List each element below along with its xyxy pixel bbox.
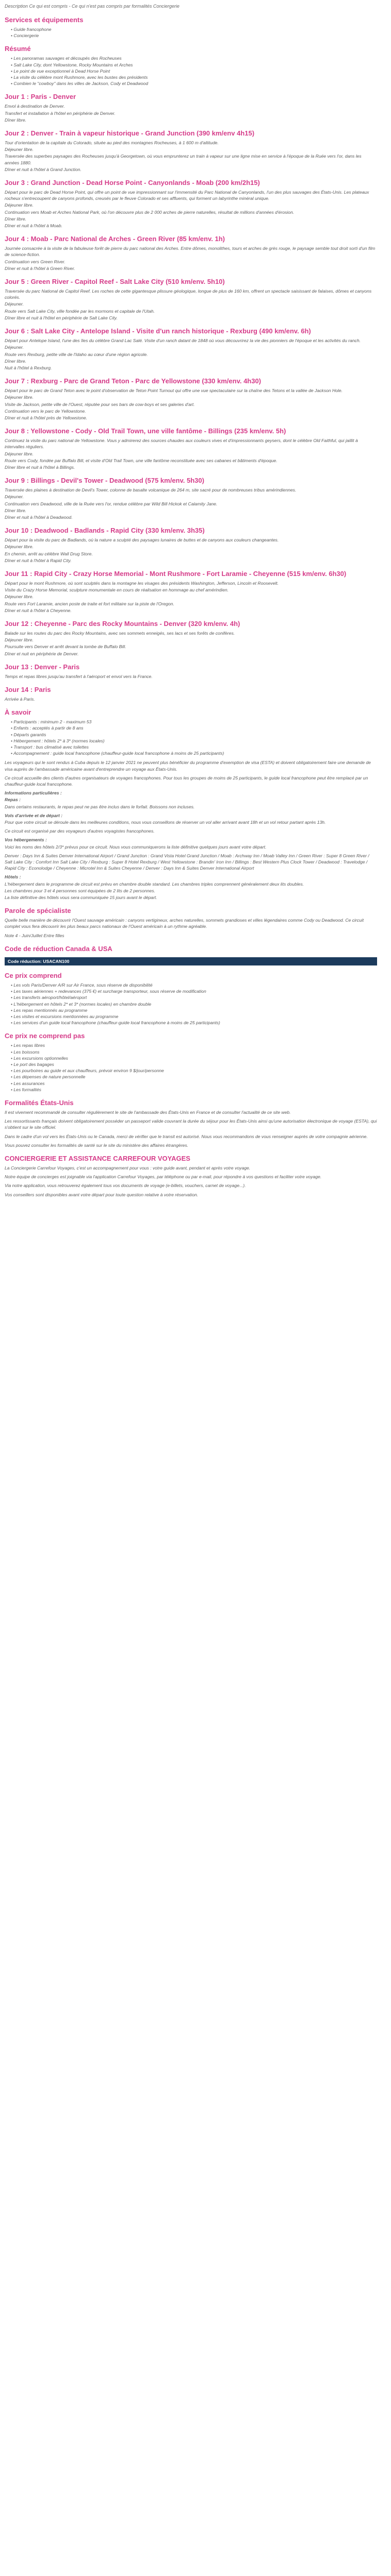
list-item: • La visite du célèbre mont Rushmore, avec les bustes des présidents [11, 74, 377, 80]
list-item: • Accompagnement : guide local francophone (chauffeur-guide local francophone à moins de 25 participants) [11, 750, 377, 756]
list-item: • Les taxes aériennes + redevances (375 €) et surcharge transporteur, sous réserve de modification [11, 988, 377, 994]
day-paragraph: Route vers Fort Laramie, ancien poste de traite et fort militaire sur la piste de l'Oregon. [5, 601, 174, 606]
day-paragraph: Départ pour la visite du parc de Badlands, où la nature a sculpté des paysages lunaires de buttes et de canyons aux couleurs changeantes. [5, 537, 279, 543]
day-title: Jour 7 : Rexburg - Parc de Grand Teton - Parc de Yellowstone (330 km/env. 4h30) [5, 377, 262, 385]
formalites-p3: Dans le cadre d'un vol vers les États-Unis ou le Canada, merci de vérifier que le transit est autorisé. Nous vous recommandons de vous renseigner auprès de votre compagnie aérienne. [5, 1133, 368, 1139]
info-label: Informations particulières : [5, 790, 62, 796]
day-title: Jour 6 : Salt Lake City - Antelope Island - Visite d'un ranch historique - Rexburg (490 km/env. 6h) [5, 327, 311, 335]
formalites-p2: Les ressortissants français doivent obligatoirement posséder un passeport valide couvrant la durée du séjour pour les États-Unis ainsi qu'une autorisation électronique de voyage (ESTA), qui s'obtient sur le site officiel. [5, 1118, 377, 1130]
day-paragraph: Transfert et installation à l'hôtel en périphérie de Denver. [5, 110, 116, 116]
day-paragraph: Départ pour le mont Rushmore, où sont sculptés dans la montagne les visages des présidents Washington, Jefferson, Lincoln et Roosevelt. [5, 580, 279, 586]
day-paragraph: Départ pour le parc de Grand Teton avec le point d'observation de Teton Point Turnout qui offre une vue spectaculaire sur la chaîne des Tetons et la vallée de Jackson Hole. [5, 388, 343, 394]
conciergerie-p1: La Conciergerie Carrefour Voyages, c'est un accompagnement pour vous : votre guide avant, pendant et après votre voyage. [5, 1165, 251, 1171]
page [0, 0, 382, 1208]
list-item: • Le port des bagages [11, 1061, 377, 1067]
list-item: • Les vols Paris/Denver A/R sur Air France, sous réserve de disponibilité [11, 982, 377, 988]
day-paragraph: Dîner et nuit à l'hôtel à Grand Junction. [5, 166, 82, 172]
day-paragraph: Dîner et nuit à l'hôtel à Green River. [5, 265, 75, 271]
day-title: Jour 5 : Green River - Capitol Reef - Salt Lake City (510 km/env. 5h10) [5, 278, 225, 286]
compris-heading: Ce prix comprend [5, 971, 62, 979]
day-paragraph: Dîner libre. [5, 216, 27, 222]
day-title: Jour 8 : Yellowstone - Cody - Old Trail Town, une ville fantôme - Billings (235 km/env. 5h) [5, 427, 286, 435]
list-item: • Combien le "cowboy" dans les villes de Jackson, Cody et Deadwood [11, 80, 377, 87]
day-paragraph: Envol à destination de Denver. [5, 104, 65, 109]
day-paragraph: Continuation vers Green River. [5, 259, 66, 264]
list-item: • Salt Lake City, dont Yellowstone, Rocky Mountains et Arches [11, 62, 377, 68]
day-title: Jour 1 : Paris - Denver [5, 93, 76, 101]
repas-text: Dans certains restaurants, le repas peut ne pas être inclus dans le forfait. Boissons non incluses. [5, 804, 195, 809]
list-item: • Participants : minimum 2 - maximum 53 [11, 719, 377, 725]
day-paragraph: Traversée des plaines à destination de Devil's Tower, colonne de basalte volcanique de 264 m, site sacré pour de nombreuses tribus amérindiennes. [5, 487, 297, 493]
vols-text: Ce circuit est organisé par des voyageurs d'autres voyagistes francophones. [5, 828, 155, 834]
promo-code-bar[interactable]: Code réduction: USACAN100 [5, 957, 377, 965]
day-paragraph: Dîner et nuit en périphérie de Denver. [5, 651, 79, 656]
list-item: • L'hébergement en hôtels 2* et 3* (normes locales) en chambre double [11, 1001, 377, 1007]
list-item: • Le point de vue exceptionnel à Dead Horse Point [11, 68, 377, 74]
signature: Note 4 - Juin/Juillet Entre filles [5, 933, 64, 938]
day-paragraph: Dîner libre et nuit à l'hôtel en périphérie de Salt Lake City. [5, 315, 118, 320]
list-item: • Les dépenses de nature personnelle [11, 1074, 377, 1080]
list-item: • Les transferts aéroport/hôtel/aéroport [11, 994, 377, 1001]
day-paragraph: Dîner libre. [5, 117, 27, 123]
conciergerie-p3: Via notre application, vous retrouverez également tous vos documents de voyage (e-billets, vouchers, carnet de voyage...). [5, 1183, 246, 1189]
list-item: • Les formalités [11, 1087, 377, 1093]
hotels-note-text: L'hébergement dans le programme de circuit est prévu en chambre double standard. Les chambres triples comprennent généralement deux lits doubles. [5, 881, 304, 887]
day-paragraph: Route vers Salt Lake City, ville fondée par les mormons et capitale de l'Utah. [5, 308, 155, 314]
list-item: • Guide francophone [11, 26, 377, 32]
list-item: • Les repas libres [11, 1042, 377, 1048]
day-paragraph: Traversée des superbes paysages des Rocheuses jusqu'à Georgetown, où vous emprunterez un train à vapeur sur une ligne mise en service à l'époque de la Ruée vers l'or, dans les années 1880. [5, 154, 362, 165]
day-paragraph: Visite de Jackson, petite ville de l'Ouest, réputée pour ses bars de cow-boys et ses galeries d'art. [5, 401, 195, 407]
hotels-note-3: La liste définitive des hôtels vous sera communiquée 15 jours avant le départ. [5, 895, 157, 901]
validation-heading: Code de réduction Canada & USA [5, 944, 112, 953]
day-paragraph: Visite du Crazy Horse Memorial, sculpture monumentale en cours de réalisation en hommage au chef amérindien. [5, 587, 229, 593]
day-paragraph: Départ pour Antelope Island, l'une des îles du célèbre Grand Lac Salé. Visite d'un ranch datant de 1848 où vous découvrirez la vie des pionniers de l'époque et les activités du ranch. [5, 338, 361, 344]
day-paragraph: Poursuite vers Denver et arrêt devant la tombe de Buffalo Bill. [5, 644, 126, 650]
list-item: • Conciergerie [11, 32, 377, 39]
itinerary [5, 93, 377, 702]
list-item: • Enfants : acceptés à partir de 8 ans [11, 725, 377, 731]
day-paragraph: Déjeuner. [5, 494, 24, 500]
hebergement-label: Vos hébergements : [5, 837, 47, 843]
day-paragraph: Déjeuner libre. [5, 637, 34, 643]
day-title: Jour 13 : Denver - Paris [5, 663, 80, 671]
day-paragraph: Déjeuner libre. [5, 395, 34, 400]
hotels-list: Denver : Days Inn & Suites Denver International Airport / Grand Junction : Grand Vista Hotel Grand Junction / Moab : Archway Inn / Moab Valley Inn / Green River : Super 8 Green River / Salt Lake City : Comfort Inn Salt Lake City / Rexburg : Super 8 Hotel Rexburg / West Yellowstone : Brandin' Iron Inn / Billings : Best Western Plus Clock Tower / Deadwood : Travelodge / Rapid City : Econolodge / Cheyenne : Microtel Inn & Suites Cheyenne / Denver : Days Inn & Suites Denver International Airport [5, 853, 369, 871]
day-title: Jour 9 : Billings - Devil's Tower - Deadwood (575 km/env. 5h30) [5, 477, 204, 485]
day-title: Jour 4 : Moab - Parc National de Arches - Green River (85 km/env. 1h) [5, 235, 225, 243]
services-list [11, 26, 377, 39]
breadcrumb[interactable]: Description Ce qui est compris - Ce qui n'est pas compris par formalités Conciergerie [5, 4, 180, 9]
conciergerie-p4: Vos conseillers sont disponibles avant votre départ pour toute question relative à votre réservation. [5, 1192, 199, 1197]
resume-list [11, 55, 377, 87]
hebergement-text: Voici les noms des hôtels 2/3* prévus pour ce circuit. Nous vous communiquerons la liste définitive quelques jours avant votre départ. [5, 844, 267, 850]
list-item: • Les pourboires au guide et aux chauffeurs, prévoir environ 9 $/jour/personne [11, 1067, 377, 1074]
day-title: Jour 12 : Cheyenne - Parc des Rocky Mountains - Denver (320 km/env. 4h) [5, 619, 240, 628]
list-item: • Les assurances [11, 1080, 377, 1087]
formalites-p4: Vous pouvez consulter les formalités de santé sur le site du ministère des affaires étrangères. [5, 1142, 189, 1148]
day-paragraph: Traversée du parc National de Capitol Reef. Les roches de cette gigantesque plissure géologique, longue de plus de 160 km, offrent un spectacle saisissant de falaises, dômes et canyons colorés. [5, 289, 372, 300]
day-paragraph: Nuit à l'hôtel à Rexburg. [5, 365, 52, 370]
day-paragraph: Dîner et nuit à l'hôtel à Rapid City. [5, 557, 72, 563]
parole-heading: Parole de spécialiste [5, 907, 71, 915]
list-item: • Transport : bus climatisé avec toilettes [11, 744, 377, 750]
compris-list [11, 982, 377, 1026]
day-paragraph: Déjeuner libre. [5, 594, 34, 600]
day-paragraph: Arrivée à Paris. [5, 697, 35, 702]
non-compris-list [11, 1042, 377, 1093]
depart-label: Vols d'arrivée et de départ : [5, 812, 63, 818]
day-title: Jour 10 : Deadwood - Badlands - Rapid City (330 km/env. 3h35) [5, 527, 205, 535]
conciergerie-heading: CONCIERGERIE ET ASSISTANCE CARREFOUR VOYAGES [5, 1154, 190, 1162]
depart-text: Pour que votre circuit se déroule dans les meilleures conditions, nous vous conseillons de réserver un vol aller arrivant avant 18h et un vol retour partant après 13h. [5, 820, 326, 825]
day-paragraph: En chemin, arrêt au célèbre Wall Drug Store. [5, 551, 93, 556]
visa-notice: Les voyageurs qui le sont rendus à Cuba depuis le 12 janvier 2021 ne peuvent plus bénéficier du programme d'exemption de visa (ESTA) et doivent obligatoirement faire une demande de visa auprès de l'ambassade américaine avant d'entreprendre un voyage aux États-Unis. [5, 760, 371, 772]
day-paragraph: Tour d'orientation de la capitale du Colorado, située au pied des montagnes Rocheuses, à 1 600 m d'altitude. [5, 140, 219, 146]
savoir-heading: À savoir [5, 708, 31, 717]
savoir-list [11, 719, 377, 756]
day-paragraph: Balade sur les routes du parc des Rocky Mountains, avec ses sommets enneigés, ses lacs et ses forêts de conifères. [5, 630, 235, 636]
non-compris-heading: Ce prix ne comprend pas [5, 1032, 85, 1040]
list-item: • Les panoramas sauvages et découpés des Rocheuses [11, 55, 377, 61]
day-paragraph: Départ pour le parc de Dead Horse Point, qui offre un point de vue impressionnant sur l'immensité du Parc National de Canyonlands, l'un des plus sauvages des États-Unis. Les plateaux rocheux s'entrecoupent de canyons profonds, creusés par le fleuve Colorado et ses affluents, qui forment un labyrinthe minéral unique. [5, 190, 369, 201]
day-paragraph: Temps et repas libres jusqu'au transfert à l'aéroport et envol vers la France. [5, 673, 153, 679]
formalites-heading: Formalités États-Unis [5, 1098, 74, 1107]
list-item: • Les services d'un guide local francophone (chauffeur-guide local francophone à moins de 25 participants) [11, 1020, 377, 1026]
day-paragraph: Dîner et nuit à l'hôtel à Moab. [5, 223, 62, 229]
day-paragraph: Continuation vers Moab et Arches National Park, où l'on découvre plus de 2 000 arches de pierre naturelles, résultat de millions d'années d'érosion. [5, 209, 295, 215]
day-paragraph: Dîner et nuit à l'hôtel près de Yellowstone. [5, 415, 88, 420]
day-title: Jour 14 : Paris [5, 686, 51, 693]
list-item: • Les visites et excursions mentionnées au programme [11, 1013, 377, 1020]
day-title: Jour 2 : Denver - Train à vapeur historique - Grand Junction (390 km/env 4h15) [5, 129, 255, 138]
day-paragraph: Route vers Cody, fondée par Buffalo Bill, et visite d'Old Trail Town, une ville fantôme reconstituée avec ses cabanes et bâtiments d'époque. [5, 457, 278, 463]
list-item: • Hébergement : hôtels 2* à 3* (normes locales) [11, 738, 377, 744]
parole-text: Quelle belle manière de découvrir l'Ouest sauvage américain : canyons vertigineux, arches naturelles, sommets grandioses et villes légendaires comme Cody ou Deadwood. Ce circuit complet vous fera découvrir les plus beaux parcs nationaux de l'Ouest américain à un rythme agréable. [5, 918, 364, 929]
day-paragraph: Continuez la visite du parc national de Yellowstone. Vous y admirerez des sources chaudes aux couleurs vives et d'impressionnants geysers, dont le célèbre Old Faithful, qui jaillit à intervalles réguliers. [5, 438, 358, 450]
list-item: • Les repas mentionnés au programme [11, 1007, 377, 1013]
list-item: • Les excursions optionnelles [11, 1055, 377, 1061]
repas-label: Repas : [5, 797, 21, 803]
day-paragraph: Déjeuner. [5, 301, 24, 307]
day-paragraph: Déjeuner libre. [5, 147, 34, 152]
conciergerie-p2: Notre équipe de concierges est joignable via l'application Carrefour Voyages, par téléphone ou par e-mail, pour répondre à vos questions et faciliter votre voyage. [5, 1174, 322, 1180]
day-paragraph: Déjeuner. [5, 345, 24, 350]
itinerary-notice: Ce circuit accueille des clients d'autres organisateurs de voyages francophones. Pour tous les groupes de moins de 25 participants, le guide local francophone peut être remplacé par un chauffeur-guide local francophone. [5, 775, 368, 787]
day-paragraph: Déjeuner libre. [5, 544, 34, 550]
list-item: • Départs garantis [11, 732, 377, 738]
day-title: Jour 3 : Grand Junction - Dead Horse Point - Canyonlands - Moab (200 km/2h15) [5, 179, 260, 187]
services-heading: Services et équipements [5, 16, 84, 24]
day-paragraph: Déjeuner libre. [5, 202, 34, 208]
day-title: Jour 11 : Rapid City - Crazy Horse Memorial - Mont Rushmore - Fort Laramie - Cheyenne (515 km/env. 6h30) [5, 569, 347, 578]
day-paragraph: Route vers Rexburg, petite ville de l'Idaho au cœur d'une région agricole. [5, 351, 148, 357]
day-paragraph: Continuation vers le parc de Yellowstone. [5, 408, 86, 414]
resume-heading: Résumé [5, 45, 31, 53]
day-paragraph: Déjeuner libre. [5, 451, 34, 456]
day-paragraph: Dîner libre. [5, 507, 27, 513]
hotels-note-label: Hôtels : [5, 874, 21, 880]
day-paragraph: Continuation vers Deadwood, ville de la Ruée vers l'or, rendue célèbre par Wild Bill Hickok et Calamity Jane. [5, 501, 218, 506]
day-paragraph: Dîner et nuit à l'hôtel à Deadwood. [5, 514, 73, 520]
day-paragraph: Journée consacrée à la visite de la fabuleuse forêt de pierre du parc national des Arches. Entre dômes, monolithes, tours et arches de grès rouge, le paysage semble tout droit sorti d'un film de science-fiction. [5, 246, 376, 258]
day-paragraph: Dîner et nuit à l'hôtel à Cheyenne. [5, 607, 72, 613]
day-paragraph: Dîner libre et nuit à l'hôtel à Billings. [5, 464, 75, 470]
formalites-p1: Il est vivement recommandé de consulter régulièrement le site de l'ambassade des États-Unis en France et de consulter l'actualité de ce site web. [5, 1109, 291, 1115]
hotels-note-2: Les chambres pour 3 et 4 personnes sont équipées de 2 lits de 2 personnes. [5, 888, 155, 893]
list-item: • Les boissons [11, 1049, 377, 1055]
day-paragraph: Dîner libre. [5, 358, 27, 364]
